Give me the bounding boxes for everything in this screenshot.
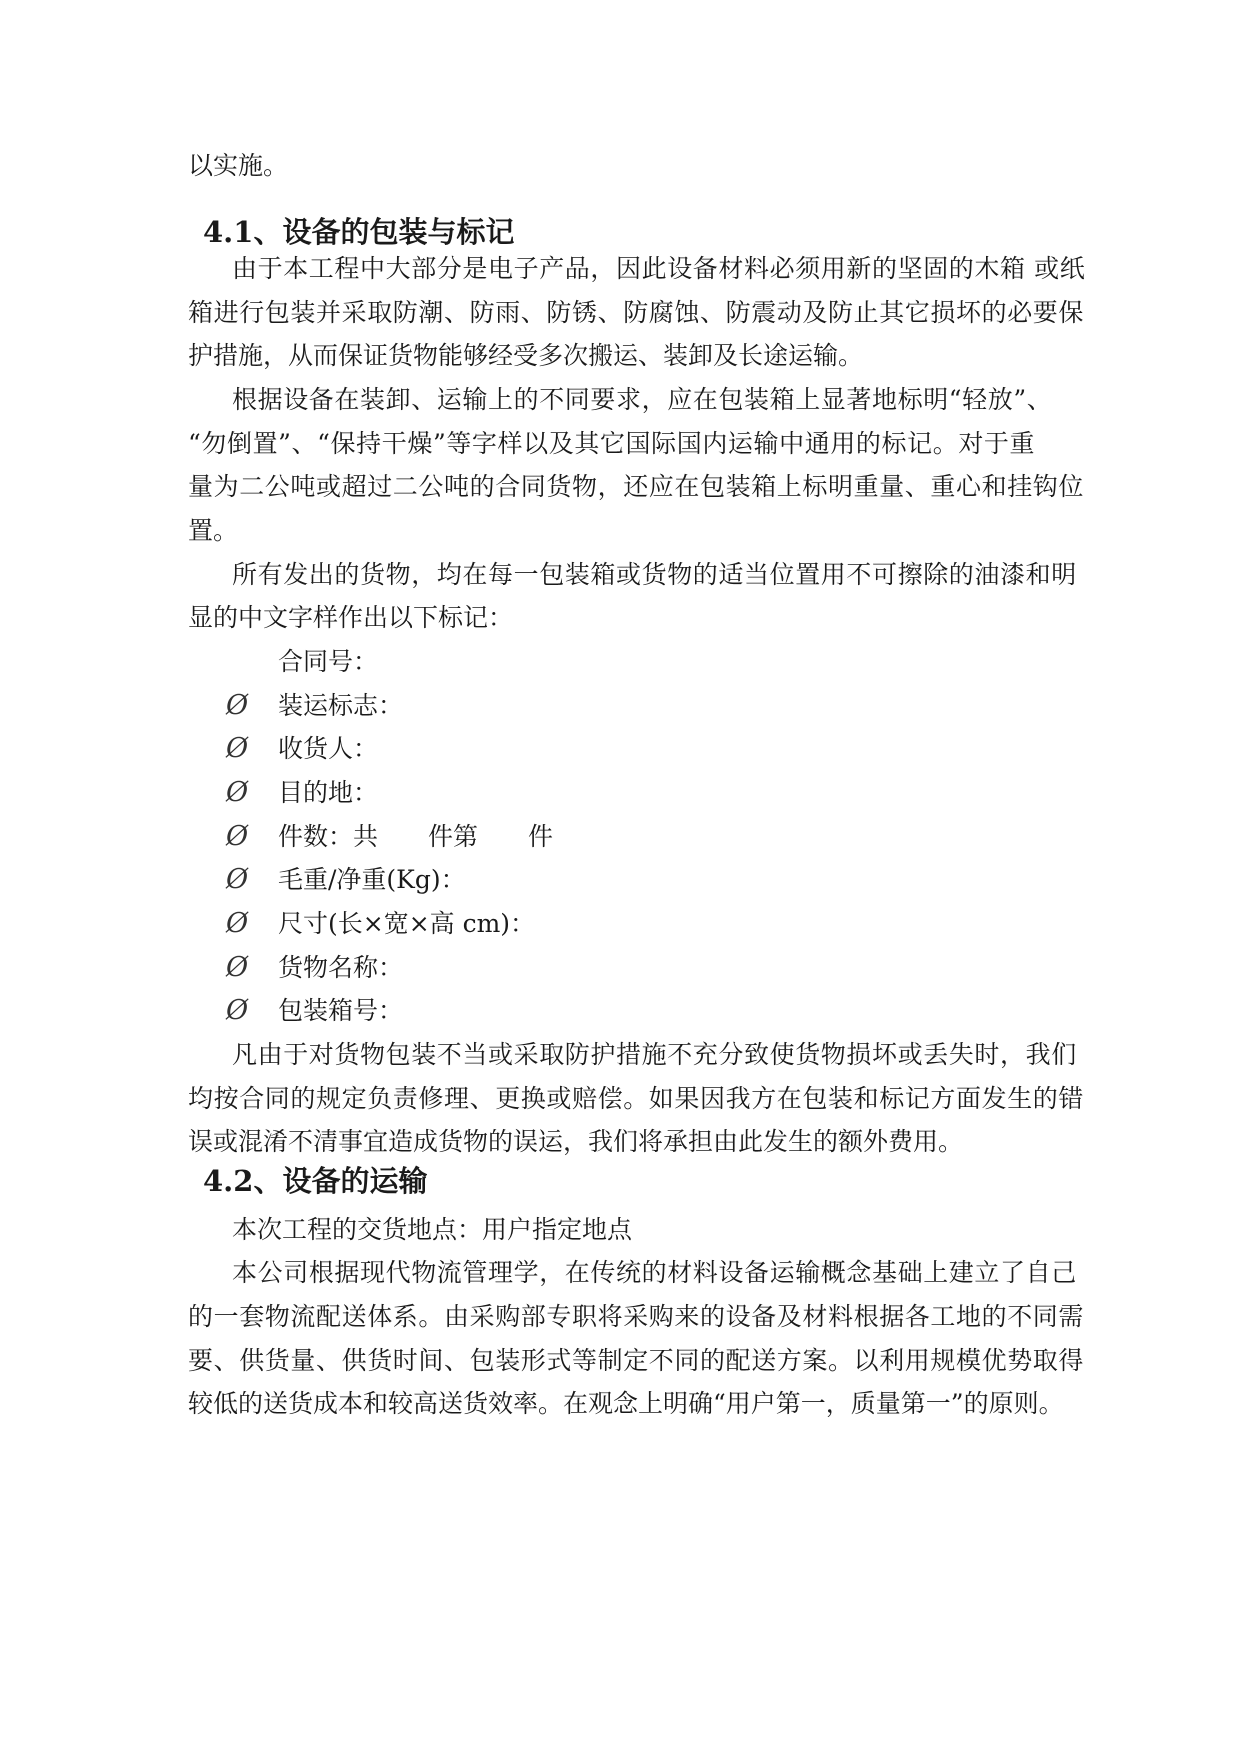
mark-item: 货物名称： xyxy=(278,953,404,982)
paragraph-line: “勿倒置”、“保持干燥”等字样以及其它国际国内运输中通用的标记。对于重 xyxy=(188,429,1036,458)
paragraph-line: 置。 xyxy=(188,516,239,545)
bullet-icon: Ø xyxy=(226,995,249,1026)
bullet-icon: Ø xyxy=(226,952,249,983)
section-heading-4-2: 4.2、设备的运输 xyxy=(203,1164,428,1198)
paragraph-line: 本公司根据现代物流管理学，在传统的材料设备运输概念基础上建立了自己 xyxy=(232,1258,1077,1287)
bullet-icon: Ø xyxy=(226,733,249,764)
paragraph-line: 的一套物流配送体系。由采购部专职将采购来的设备及材料根据各工地的不同需 xyxy=(188,1302,1085,1331)
paragraph-line: 显的中文字样作出以下标记： xyxy=(188,603,514,632)
section-heading-4-1: 4.1、设备的包装与标记 xyxy=(203,215,515,249)
paragraph-line: 均按合同的规定负责修理、更换或赔偿。如果因我方在包装和标记方面发生的错 xyxy=(188,1084,1085,1113)
paragraph-line: 要、供货量、供货时间、包装形式等制定不同的配送方案。以利用规模优势取得 xyxy=(188,1346,1085,1375)
mark-item: 目的地： xyxy=(278,778,379,807)
continuation-text: 以实施。 xyxy=(188,151,289,180)
bullet-icon: Ø xyxy=(226,908,249,939)
paragraph-line: 根据设备在装卸、运输上的不同要求，应在包装箱上显著地标明“轻放”、 xyxy=(232,385,1053,414)
paragraph-line: 误或混淆不清事宜造成货物的误运，我们将承担由此发生的额外费用。 xyxy=(188,1127,964,1156)
bullet-icon: Ø xyxy=(226,690,249,721)
mark-item: 尺寸(长×宽×高 cm)： xyxy=(278,909,536,938)
mark-item: 件数：共 件第 件 xyxy=(278,822,554,851)
paragraph-line: 所有发出的货物，均在每一包装箱或货物的适当位置用不可擦除的油漆和明 xyxy=(232,560,1077,589)
mark-item: 装运标志： xyxy=(278,691,404,720)
paragraph-line: 箱进行包装并采取防潮、防雨、防锈、防腐蚀、防震动及防止其它损坏的必要保 xyxy=(188,298,1085,327)
paragraph-line: 较低的送货成本和较高送货效率。在观念上明确“用户第一，质量第一”的原则。 xyxy=(188,1389,1064,1418)
bullet-icon: Ø xyxy=(226,777,249,808)
paragraph-line: 凡由于对货物包装不当或采取防护措施不充分致使货物损坏或丢失时，我们 xyxy=(232,1040,1077,1069)
paragraph-line: 由于本工程中大部分是电子产品，因此设备材料必须用新的坚固的木箱 或纸 xyxy=(232,254,1086,283)
paragraph-line: 量为二公吨或超过二公吨的合同货物，还应在包装箱上标明重量、重心和挂钩位 xyxy=(188,472,1085,501)
delivery-location-text: 本次工程的交货地点：用户指定地点 xyxy=(232,1215,633,1244)
mark-item: 包装箱号： xyxy=(278,996,404,1025)
mark-item: 收货人： xyxy=(278,734,379,763)
mark-item: 毛重/净重(Kg)： xyxy=(278,865,466,894)
bullet-icon: Ø xyxy=(226,864,249,895)
contract-number-label: 合同号： xyxy=(278,647,379,676)
paragraph-line: 护措施，从而保证货物能够经受多次搬运、装卸及长途运输。 xyxy=(188,341,864,370)
bullet-icon: Ø xyxy=(226,821,249,852)
